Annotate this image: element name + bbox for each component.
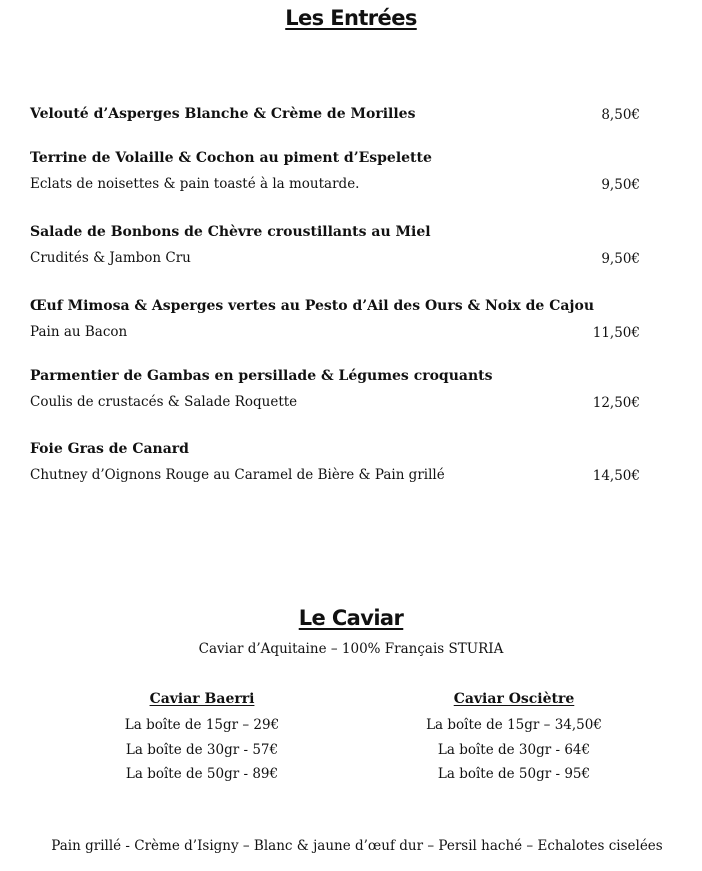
- menu-item-oeuf-mimosa: [30, 297, 650, 341]
- dish-name: Velouté d’Asperges Blanche & Crème de Morilles: [30, 106, 416, 122]
- caviar-price-line: La boîte de 50gr - 89€: [125, 766, 279, 782]
- dish-price: 11,50€: [592, 325, 640, 341]
- caviar-price-line: La boîte de 15gr – 34,50€: [426, 717, 602, 733]
- caviar-column-osciètre: [389, 690, 639, 787]
- dish-name: Salade de Bonbons de Chèvre croustillants au Miel: [30, 224, 431, 240]
- dish-price: 12,50€: [592, 395, 640, 411]
- dish-description: Eclats de noisettes & pain toasté à la moutarde.: [30, 176, 360, 192]
- caviar-price-line: La boîte de 30gr - 64€: [437, 741, 591, 758]
- menu-item-parmentier: [30, 367, 650, 411]
- dish-description: Chutney d’Oignons Rouge au Caramel de Bière & Pain grillé: [30, 467, 445, 483]
- dish-name: Œuf Mimosa & Asperges vertes au Pesto d’Ail des Ours & Noix de Cajou: [30, 298, 595, 314]
- dish-price: 9,50€: [601, 251, 640, 267]
- dish-name: Terrine de Volaille & Cochon au piment d’Espelette: [30, 150, 432, 166]
- dish-name: Foie Gras de Canard: [30, 441, 189, 457]
- dish-description: Pain au Bacon: [30, 324, 128, 340]
- caviar-title: Le Caviar: [298, 606, 404, 630]
- dish-description: Crudités & Jambon Cru: [30, 250, 191, 266]
- menu-item-veloute: [30, 105, 650, 123]
- caviar-price-line: La boîte de 15gr – 29€: [124, 717, 280, 733]
- entrees-title: Les Entrées: [285, 6, 417, 30]
- dish-price: 14,50€: [592, 468, 640, 484]
- caviar-column-title: Caviar Osciètre: [453, 691, 575, 707]
- menu-item-terrine: [30, 149, 650, 193]
- menu-item-salade: [30, 223, 650, 267]
- dish-price: 8,50€: [601, 107, 640, 123]
- menu-item-foie-gras: [30, 440, 650, 484]
- dish-description: Coulis de crustacés & Salade Roquette: [30, 394, 298, 410]
- dish-price: 9,50€: [601, 177, 640, 193]
- caviar-column-title: Caviar Baerri: [149, 691, 255, 707]
- caviar-price-line: La boîte de 30gr - 57€: [125, 741, 279, 758]
- caviar-accompaniments: Pain grillé - Crème d’Isigny – Blanc & jaune d’œuf dur – Persil haché – Echalotes ciselées: [51, 838, 663, 854]
- caviar-price-line: La boîte de 50gr - 95€: [437, 766, 591, 782]
- caviar-column-baerri: [77, 690, 327, 787]
- dish-name: Parmentier de Gambas en persillade & Légumes croquants: [30, 368, 493, 384]
- caviar-subtitle: Caviar d’Aquitaine – 100% Français STURIA: [198, 641, 504, 657]
